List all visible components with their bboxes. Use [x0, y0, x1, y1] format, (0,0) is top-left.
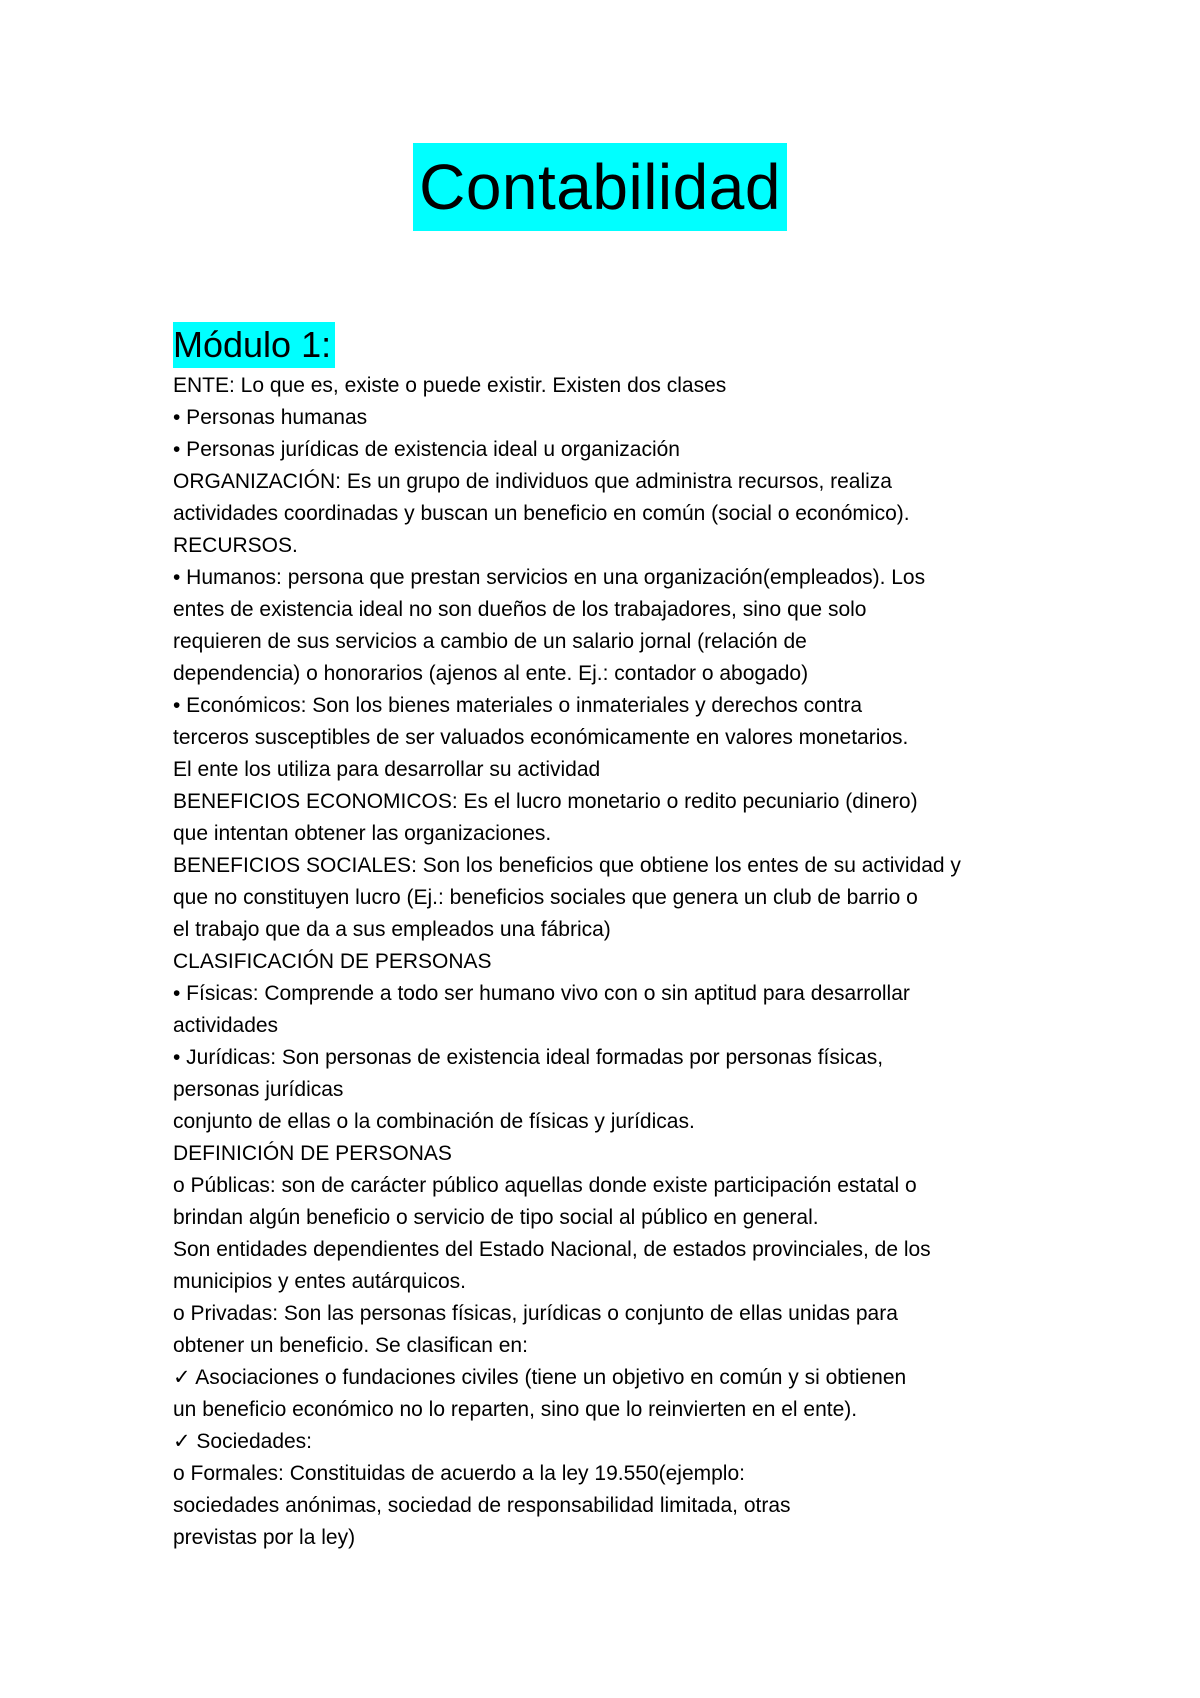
text-line: ENTE: Lo que es, existe o puede existir. Existen dos clases — [173, 374, 727, 397]
text-line: • Jurídicas: Son personas de existencia ideal formadas por personas físicas, — [173, 1046, 884, 1069]
text-line: actividades — [173, 1014, 279, 1037]
module-heading: Módulo 1: — [173, 322, 335, 368]
title-container — [0, 143, 1200, 231]
text-line: o Públicas: son de carácter público aquellas donde existe participación estatal o — [173, 1174, 917, 1197]
text-line: • Humanos: persona que prestan servicios en una organización(empleados). Los — [173, 566, 926, 589]
text-line: municipios y entes autárquicos. — [173, 1270, 466, 1293]
text-line: previstas por la ley) — [173, 1526, 356, 1549]
text-line: ORGANIZACIÓN: Es un grupo de individuos que administra recursos, realiza — [173, 470, 892, 493]
text-line: BENEFICIOS SOCIALES: Son los beneficios que obtiene los entes de su actividad y — [173, 854, 961, 877]
text-line: BENEFICIOS ECONOMICOS: Es el lucro monetario o redito pecuniario (dinero) — [173, 790, 918, 813]
text-line: • Personas humanas — [173, 406, 368, 429]
text-line: que no constituyen lucro (Ej.: beneficios sociales que genera un club de barrio o — [173, 886, 918, 909]
text-line: brindan algún beneficio o servicio de tipo social al público en general. — [173, 1206, 819, 1229]
text-line: conjunto de ellas o la combinación de físicas y jurídicas. — [173, 1110, 695, 1133]
text-line: DEFINICIÓN DE PERSONAS — [173, 1142, 452, 1165]
text-line: actividades coordinadas y buscan un beneficio en común (social o económico). — [173, 502, 910, 525]
text-line: ✓ Asociaciones o fundaciones civiles (tiene un objetivo en común y si obtienen — [173, 1366, 907, 1389]
text-line: que intentan obtener las organizaciones. — [173, 822, 552, 845]
text-line: el trabajo que da a sus empleados una fábrica) — [173, 918, 611, 941]
text-line: obtener un beneficio. Se clasifican en: — [173, 1334, 528, 1357]
document-title: Contabilidad — [413, 143, 787, 231]
text-line: • Personas jurídicas de existencia ideal u organización — [173, 438, 680, 461]
text-line: entes de existencia ideal no son dueños de los trabajadores, sino que solo — [173, 598, 867, 621]
text-line: dependencia) o honorarios (ajenos al ente. Ej.: contador o abogado) — [173, 662, 809, 685]
text-line: RECURSOS. — [173, 534, 298, 557]
text-line: Son entidades dependientes del Estado Nacional, de estados provinciales, de los — [173, 1238, 931, 1261]
text-line: El ente los utiliza para desarrollar su actividad — [173, 758, 601, 781]
text-line: • Económicos: Son los bienes materiales o inmateriales y derechos contra — [173, 694, 863, 717]
document-body — [173, 322, 1053, 1554]
text-line: CLASIFICACIÓN DE PERSONAS — [173, 950, 492, 973]
text-line: un beneficio económico no lo reparten, sino que lo reinvierten en el ente). — [173, 1398, 858, 1421]
text-line: • Físicas: Comprende a todo ser humano vivo con o sin aptitud para desarrollar — [173, 982, 910, 1005]
text-line: o Privadas: Son las personas físicas, jurídicas o conjunto de ellas unidas para — [173, 1302, 898, 1325]
text-line: requieren de sus servicios a cambio de un salario jornal (relación de — [173, 630, 807, 653]
text-line: ✓ Sociedades: — [173, 1430, 313, 1453]
text-line: personas jurídicas — [173, 1078, 344, 1101]
text-line: o Formales: Constituidas de acuerdo a la ley 19.550(ejemplo: — [173, 1462, 745, 1485]
text-line: sociedades anónimas, sociedad de responsabilidad limitada, otras — [173, 1494, 791, 1517]
text-line: terceros susceptibles de ser valuados económicamente en valores monetarios. — [173, 726, 909, 749]
